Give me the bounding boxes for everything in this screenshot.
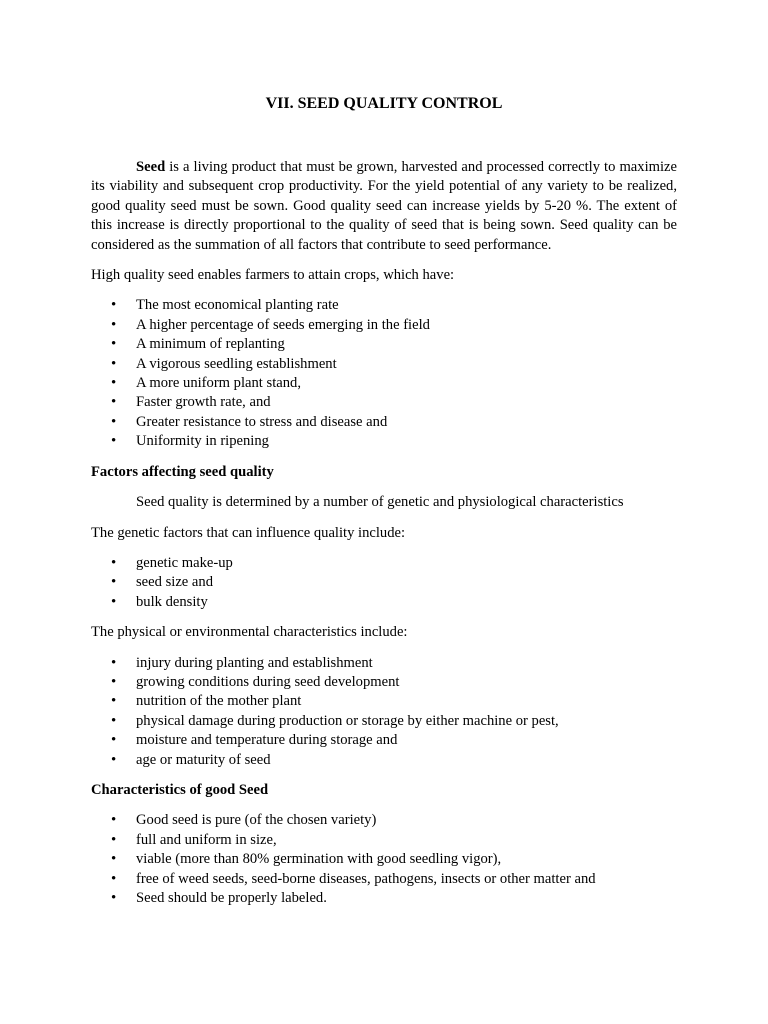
benefits-list <box>91 296 677 451</box>
list-item: • growing conditions during seed development <box>91 673 677 692</box>
list-item: • seed size and <box>91 573 677 592</box>
list-item: • Uniformity in ripening <box>91 432 677 451</box>
list-item: • physical damage during production or storage by either machine or pest, <box>91 712 677 731</box>
physical-lead: The physical or environmental characteristics include: <box>91 624 408 641</box>
list-item: • The most economical planting rate <box>91 296 677 315</box>
list-item: • moisture and temperature during storage and <box>91 731 677 750</box>
list-item: • Greater resistance to stress and disease and <box>91 413 677 432</box>
list-item: • A higher percentage of seeds emerging in the field <box>91 316 677 335</box>
list-item: • Seed should be properly labeled. <box>91 889 677 908</box>
good-seed-heading: Characteristics of good Seed <box>91 781 269 798</box>
intro-lead-bold: Seed <box>136 159 166 175</box>
intro-text: is a living product that must be grown, harvested and processed correctly to maximize its viability and subsequent crop productivity. For the yield potential of any variety to be realized, good quality seed must be sown. Good quality seed can increase yields by 5-20 %. The extent of this increase is directly proportional to the quality of seed that is being sown. Seed quality can be considered as the summation of all factors that contribute to seed performance. <box>91 159 677 253</box>
intro-paragraph <box>91 158 677 255</box>
list-item: • A more uniform plant stand, <box>91 374 677 393</box>
list-item: • viable (more than 80% germination with good seedling vigor), <box>91 850 677 869</box>
factors-intro: Seed quality is determined by a number of genetic and physiological characteristics <box>136 494 624 511</box>
factors-heading: Factors affecting seed quality <box>91 463 274 480</box>
document-body <box>91 158 677 908</box>
good-seed-list <box>91 811 677 908</box>
list-item: • A vigorous seedling establishment <box>91 355 677 374</box>
list-item: • injury during planting and establishment <box>91 654 677 673</box>
genetic-lead: The genetic factors that can influence quality include: <box>91 524 406 541</box>
list-item: • A minimum of replanting <box>91 335 677 354</box>
list-item: • Faster growth rate, and <box>91 393 677 412</box>
list-item: • free of weed seeds, seed-borne diseases, pathogens, insects or other matter and <box>91 870 677 889</box>
physical-factors-list <box>91 654 677 770</box>
list-item: • age or maturity of seed <box>91 751 677 770</box>
list-item: • bulk density <box>91 593 677 612</box>
page-title: VII. SEED QUALITY CONTROL <box>265 95 503 112</box>
list-item: • Good seed is pure (of the chosen variety) <box>91 811 677 830</box>
benefits-lead: High quality seed enables farmers to attain crops, which have: <box>91 267 455 284</box>
list-item: • full and uniform in size, <box>91 831 677 850</box>
list-item: • nutrition of the mother plant <box>91 692 677 711</box>
genetic-factors-list <box>91 554 677 612</box>
list-item: • genetic make-up <box>91 554 677 573</box>
